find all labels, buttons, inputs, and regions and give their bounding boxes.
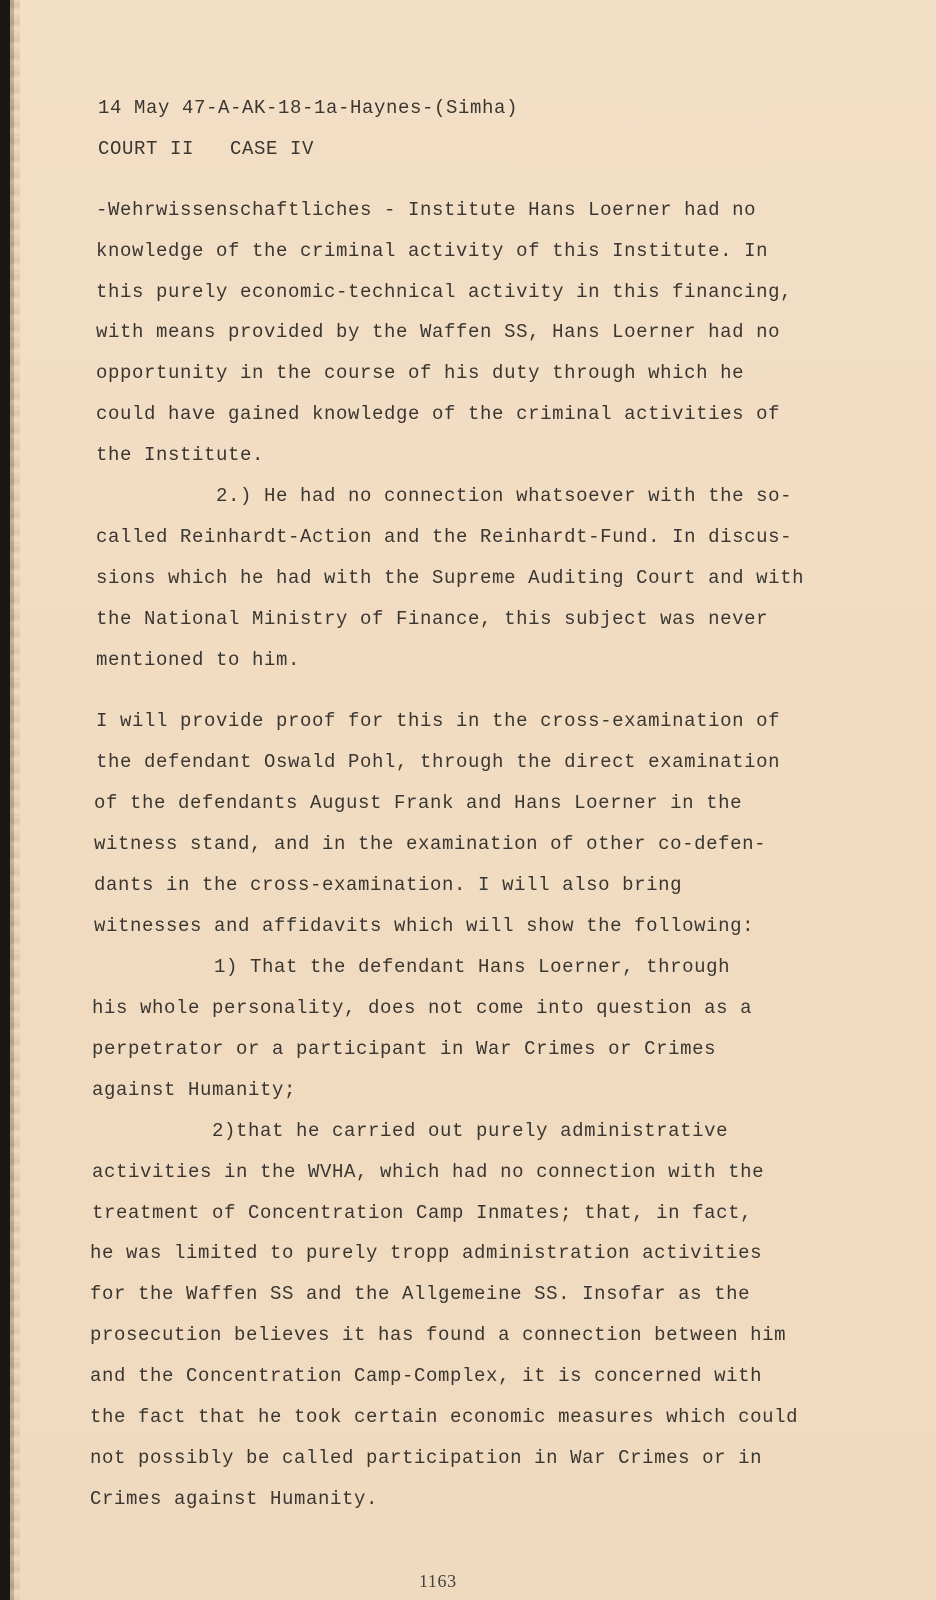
text-line: and the Concentration Camp-Complex, it is concerned with <box>90 1365 763 1387</box>
page-number: 1163 <box>419 1571 457 1591</box>
text-line: the Institute. <box>96 444 265 466</box>
docket-line: 14 May 47-A-AK-18-1a-Haynes-(Simha) <box>98 97 519 119</box>
text-line: not possibly be called participation in War Crimes or in <box>90 1447 763 1469</box>
torn-left-edge <box>10 0 20 1600</box>
text-line: for the Waffen SS and the Allgemeine SS. Insofar as the <box>90 1283 751 1305</box>
text-line: could have gained knowledge of the criminal activities of <box>96 403 781 425</box>
text-line: called Reinhardt-Action and the Reinhardt-Fund. In discus- <box>96 526 793 548</box>
text-line: against Humanity; <box>92 1079 297 1101</box>
document-page <box>14 0 936 1600</box>
text-line: knowledge of the criminal activity of this Institute. In <box>96 240 769 262</box>
text-line: treatment of Concentration Camp Inmates; that, in fact, <box>92 1202 753 1224</box>
text-line: perpetrator or a participant in War Crimes or Crimes <box>92 1038 717 1060</box>
text-line: this purely economic-technical activity in this financing, <box>96 281 793 303</box>
text-line: 2.) He had no connection whatsoever with the so- <box>96 485 793 507</box>
text-line: mentioned to him. <box>96 649 301 671</box>
text-line: Crimes against Humanity. <box>90 1488 379 1510</box>
text-line: sions which he had with the Supreme Auditing Court and with <box>96 567 805 589</box>
text-line: 2)that he carried out purely administrative <box>92 1120 729 1142</box>
text-line: the defendant Oswald Pohl, through the direct examination <box>96 751 781 773</box>
text-line: activities in the WVHA, which had no connection with the <box>92 1161 765 1183</box>
text-line: he was limited to purely tropp administration activities <box>90 1242 763 1264</box>
text-line: the National Ministry of Finance, this subject was never <box>96 608 769 630</box>
text-line: with means provided by the Waffen SS, Hans Loerner had no <box>96 321 781 343</box>
text-line: opportunity in the course of his duty through which he <box>96 362 745 384</box>
text-line: prosecution believes it has found a connection between him <box>90 1324 787 1346</box>
text-line: -Wehrwissenschaftliches - Institute Hans Loerner had no <box>96 199 757 221</box>
text-line: the fact that he took certain economic measures which could <box>90 1406 799 1428</box>
text-line: witness stand, and in the examination of other co-defen- <box>94 833 767 855</box>
text-line: 1) That the defendant Hans Loerner, through <box>94 956 731 978</box>
text-line: witnesses and affidavits which will show the following: <box>94 915 755 937</box>
court-line: COURT II CASE IV <box>98 138 315 160</box>
text-line: I will provide proof for this in the cross-examination of <box>96 710 781 732</box>
text-line: of the defendants August Frank and Hans Loerner in the <box>94 792 743 814</box>
text-line: his whole personality, does not come into question as a <box>92 997 753 1019</box>
text-line: dants in the cross-examination. I will also bring <box>94 874 683 896</box>
